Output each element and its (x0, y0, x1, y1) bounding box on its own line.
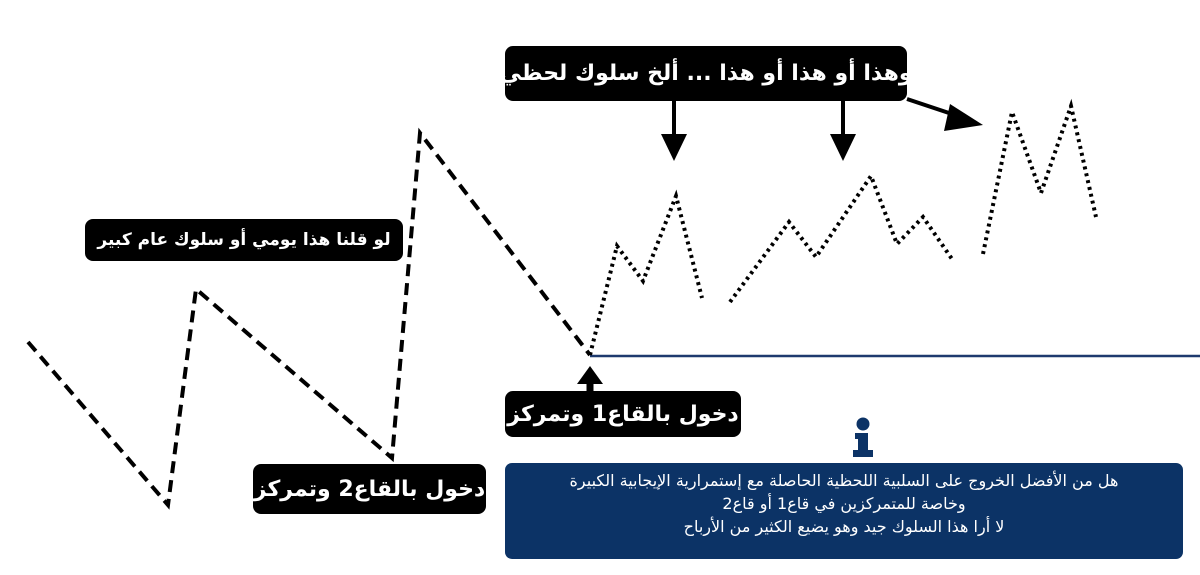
note-box (505, 463, 1183, 559)
arrow-down-icon (830, 101, 856, 161)
intraday-path-3 (983, 106, 1096, 254)
intraday-path-2 (730, 176, 952, 302)
info-icon (846, 416, 880, 458)
note-line-1: هل من الأفضل الخروج على السلبية اللحظية الحاصلة مع إستمرارية الإيجابية الكبيرة (569, 471, 1119, 490)
price-level-label: 31.96 (1158, 339, 1193, 353)
entry-low1-label: دخول بالقاع1 وتمركز (505, 391, 741, 437)
arrow-diagonal-icon (907, 99, 983, 131)
swing-price-path (28, 133, 590, 505)
note-line-2: وخاصة للمتمركزين في قاع1 أو قاع2 (722, 494, 966, 513)
arrow-up-icon (577, 366, 603, 392)
intraday-behavior-label: وهذا أو هذا أو هذا ... ألخ سلوك لحظي (505, 46, 907, 101)
intraday-path-1 (590, 196, 702, 355)
note-line-3: لا أرا هذا السلوك جيد وهو يضيع الكثير من الأرباح (683, 517, 1005, 536)
arrow-down-icon (661, 101, 687, 161)
entry-low2-label: دخول بالقاع2 وتمركز (253, 464, 486, 514)
swing-behavior-label: لو قلنا هذا يومي أو سلوك عام كبير (85, 219, 403, 261)
